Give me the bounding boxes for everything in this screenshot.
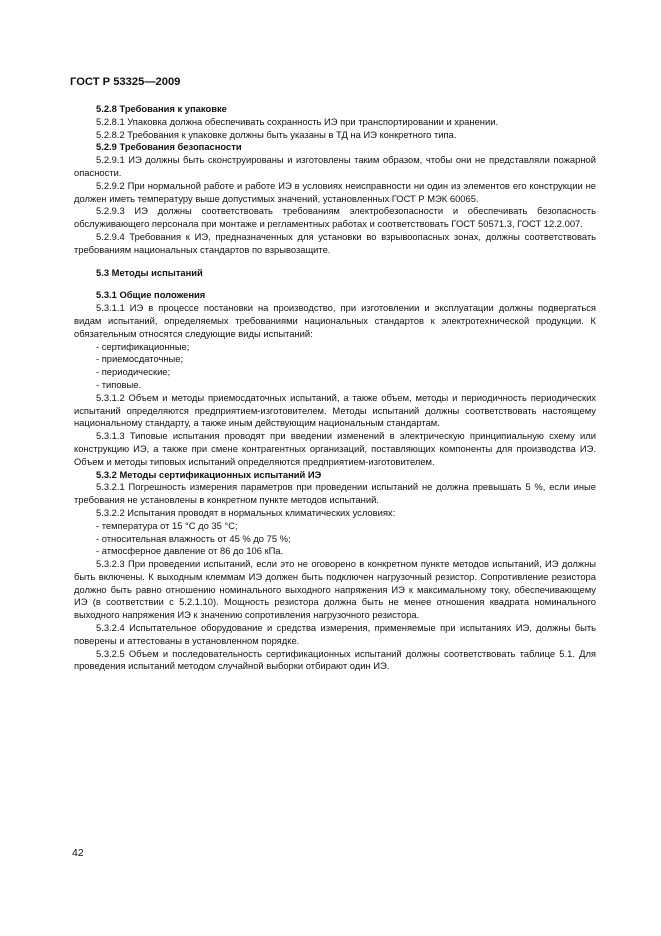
paragraph: - типовые. [96, 378, 142, 390]
paragraph: - периодические; [96, 366, 171, 378]
section-heading: 5.3 Методы испытаний [96, 266, 203, 278]
paragraph: 5.3.2.5 Объем и последовательность сертификационных испытаний должны соответствовать таблице 5.1. Для проведения испытаний методом случайной выборки отбирают один ИЭ. [74, 647, 596, 672]
paragraph: 5.3.1.1 ИЭ в процессе постановки на производство, при изготовлении и эксплуатации должны подвергаться видам испытаний, определяемых требованиями национальных стандартов к электротехнической продукции. К обязательным относятся следующие виды испытаний: [74, 302, 596, 339]
paragraph: 5.2.9.3 ИЭ должны соответствовать требованиям электробезопасности и обеспечивать безопасность обслуживающего персонала при монтаже и регламентных работах и соответствовать ГОСТ 50571.3, ГОСТ 12.2.007. [74, 205, 596, 230]
paragraph: 5.3.2.2 Испытания проводят в нормальных климатических условиях: [96, 506, 396, 518]
section-heading: 5.3.2 Методы сертификационных испытаний ИЭ [96, 468, 322, 480]
document-body [74, 103, 596, 673]
paragraph: 5.3.1.2 Объем и методы приемосдаточных испытаний, а также объем, методы и периодичность периодических испытаний определяются предприятием-изготовителем. Методы испытаний должны соответствовать настоящему национальному стандарту, а также иным действующим национальным стандартам. [74, 391, 596, 429]
spacer [74, 279, 596, 289]
page-number: 42 [72, 847, 84, 859]
paragraph: 5.2.8.1 Упаковка должна обеспечивать сохранность ИЭ при транспортировании и хранении. [96, 115, 499, 127]
paragraph: - сертификационные; [96, 340, 190, 352]
paragraph: 5.2.9.2 При нормальной работе и работе ИЭ в условиях неисправности ни один из элементов его конструкции не должен иметь температуру выше допустимых значений, установленных ГОСТ Р МЭК 60065. [74, 179, 596, 204]
paragraph: - относительная влажность от 45 % до 75 %; [96, 532, 291, 544]
paragraph: 5.3.2.1 Погрешность измерения параметров при проведении испытаний не должна превышать 5 %, если иные требования не установлены в конкретном пункте методов испытаний. [74, 481, 596, 506]
document-header: ГОСТ Р 53325—2009 [70, 76, 181, 88]
paragraph: 5.3.2.4 Испытательное оборудование и средства измерения, применяемые при испытаниях ИЭ, должны быть поверены и аттестованы в установленном порядке. [74, 622, 596, 646]
paragraph: - температура от 15 °С до 35 °С; [96, 519, 238, 531]
paragraph: - приемосдаточные; [96, 353, 184, 365]
paragraph: 5.2.9.1 ИЭ должны быть сконструированы и изготовлены таким образом, чтобы они не представляли пожарной опасности. [74, 154, 596, 178]
spacer [74, 257, 596, 267]
section-heading: 5.2.8 Требования к упаковке [96, 103, 227, 114]
paragraph: - атмосферное давление от 86 до 106 кПа. [96, 545, 284, 557]
paragraph: 5.2.8.2 Требования к упаковке должны быть указаны в ТД на ИЭ конкретного типа. [96, 128, 457, 140]
paragraph: 5.3.2.3 При проведении испытаний, если это не оговорено в конкретном пункте методов испытаний, ИЭ должны быть включены. К выходным клеммам ИЭ должен быть подключен нагрузочный резистор. Сопротивление резистора должно быть равно отношению номинального выходного напряжения ИЭ к максимальному току, обеспечивающему ИЭ (в соответствии с 5.2.1.10). Мощность резистора должна быть не менее отношения квадрата номинального выходного напряжения ИЭ к значению сопротивления нагрузочного резистора. [74, 558, 596, 621]
section-heading: 5.3.1 Общие положения [96, 289, 206, 301]
paragraph: 5.2.9.4 Требования к ИЭ, предназначенных для установки во взрывоопасных зонах, должны соответствовать требованиям национальных стандартов по взрывозащите. [74, 230, 596, 255]
paragraph: 5.3.1.3 Типовые испытания проводят при введении изменений в электрическую принципиальную схему или конструкцию ИЭ, а также при смене контрагентных организаций, поставляющих компоненты для производства ИЭ. Объем и методы типовых испытаний определяются предприятием-изготовителем. [74, 430, 596, 467]
section-heading: 5.2.9 Требования безопасности [96, 141, 242, 153]
